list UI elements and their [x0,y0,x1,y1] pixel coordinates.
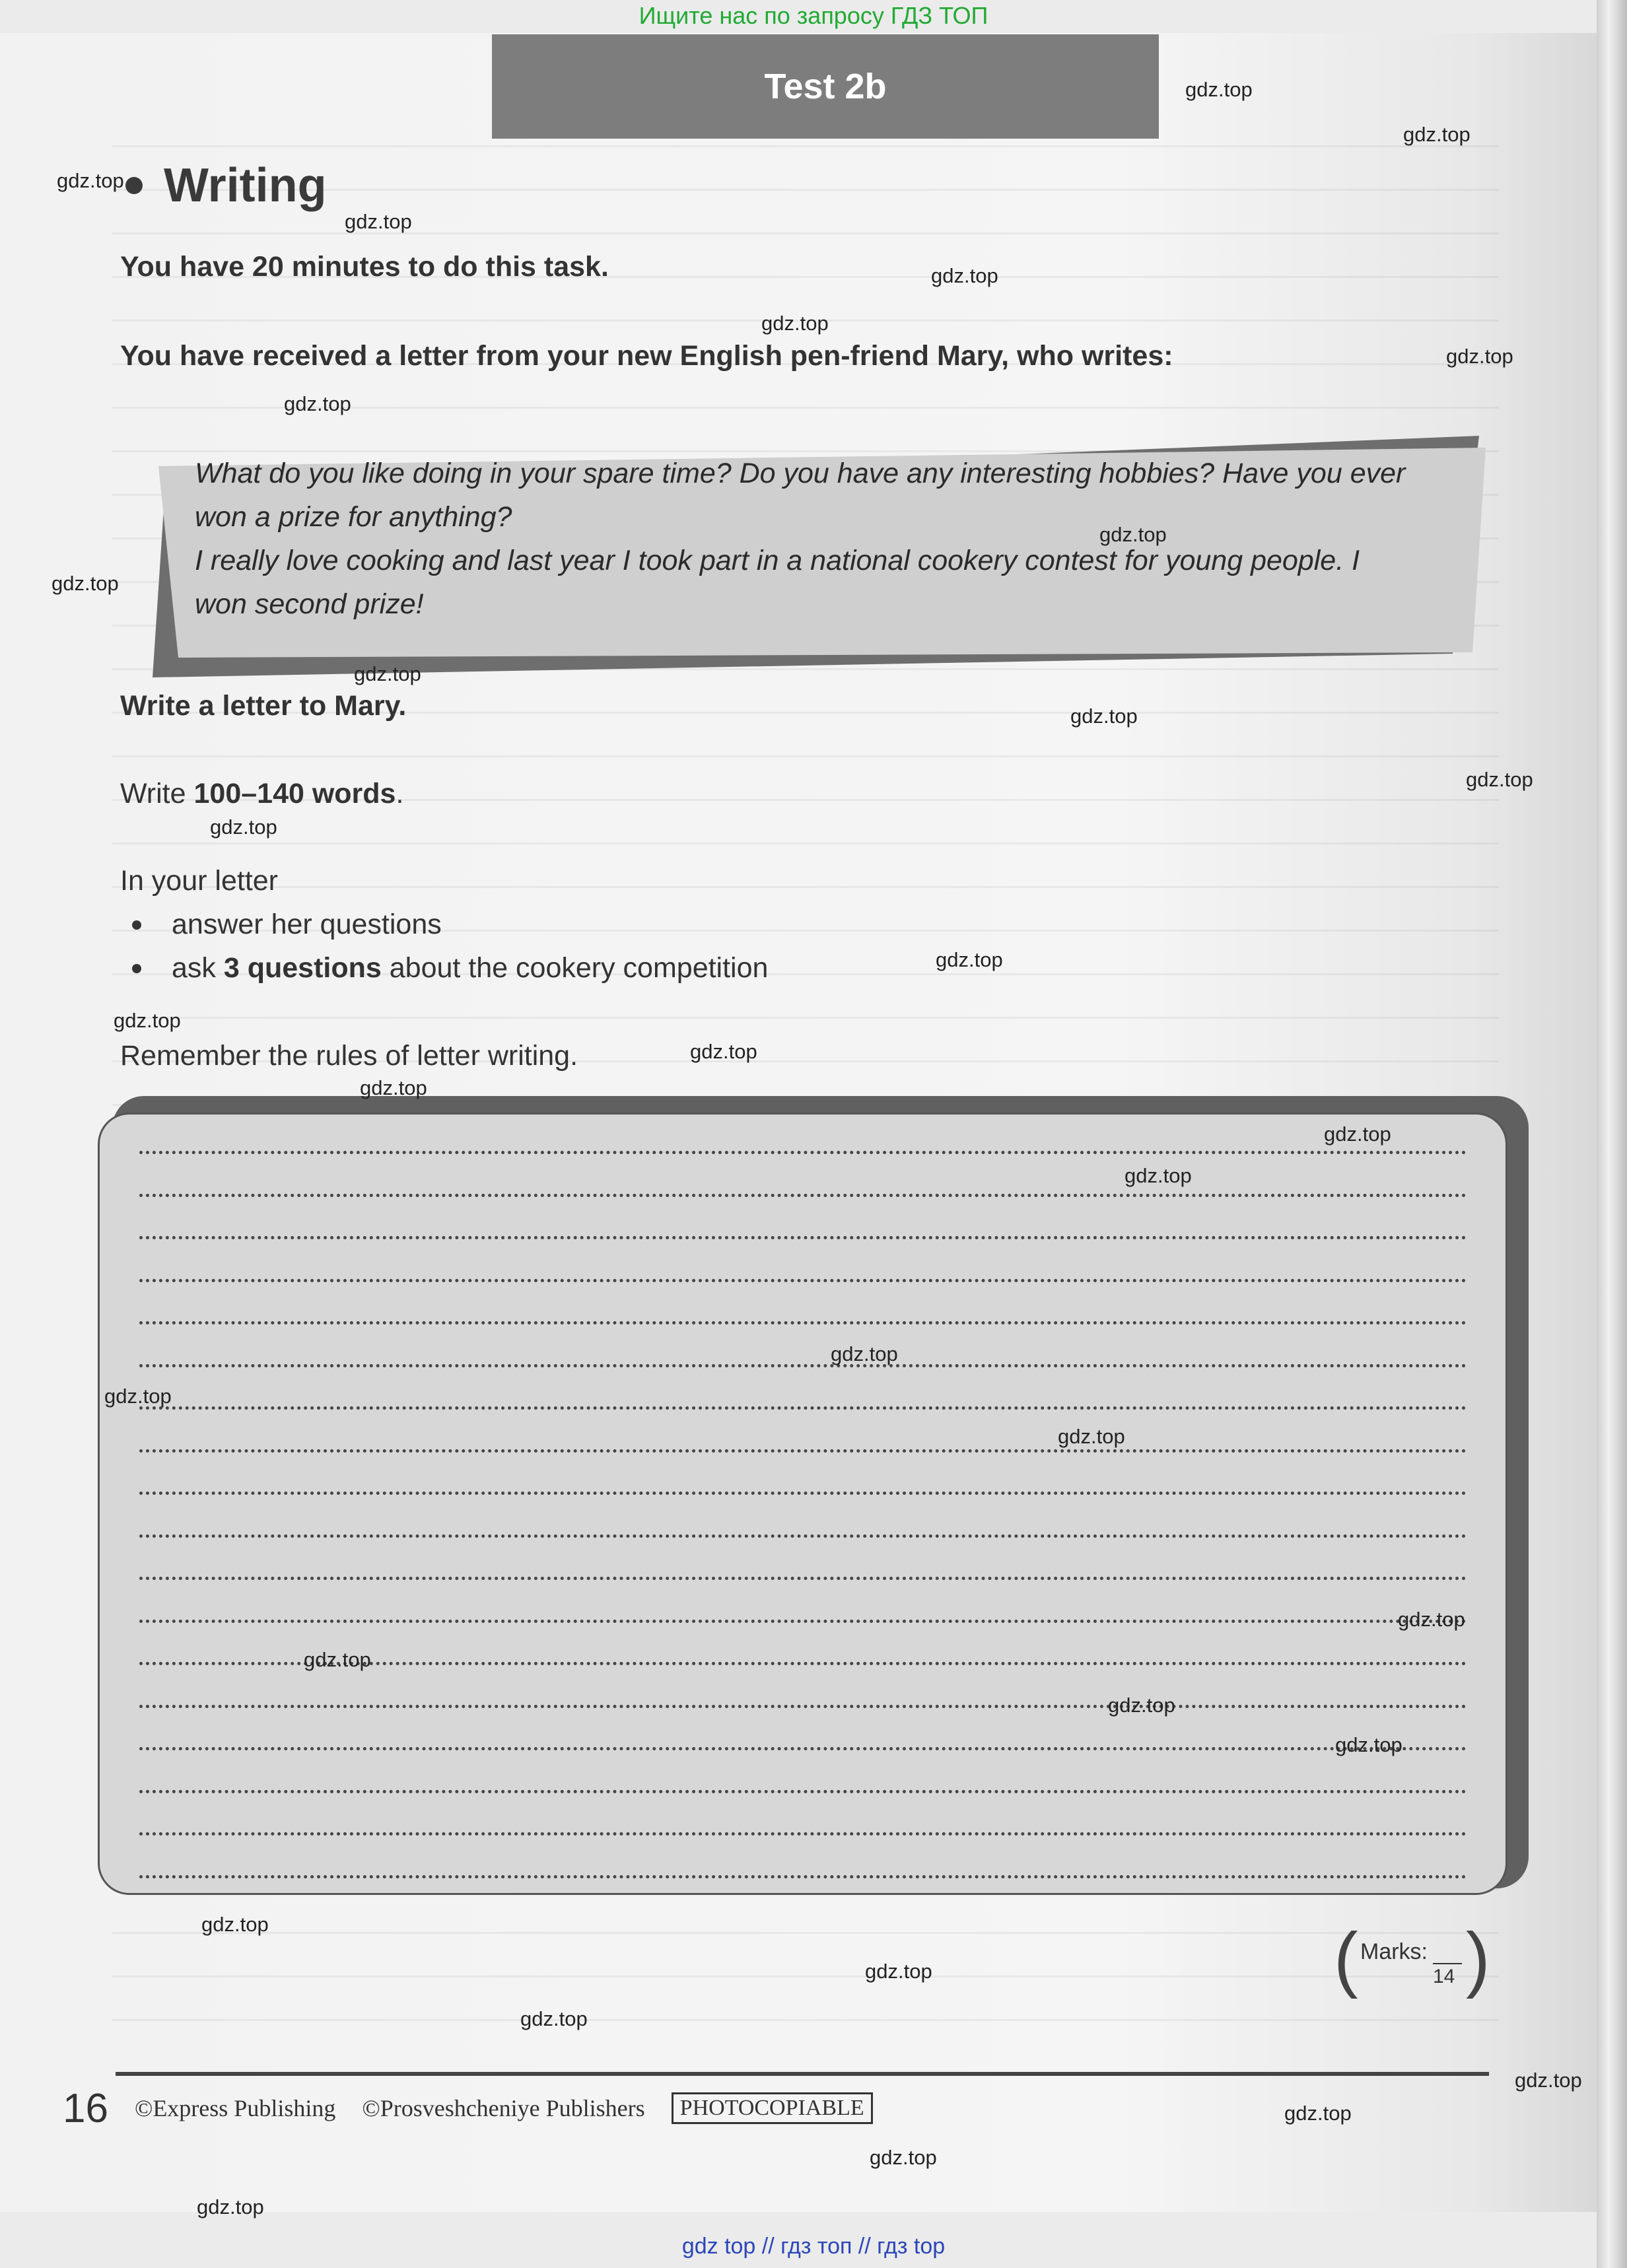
answer-line[interactable] [139,1705,1467,1708]
answer-line[interactable] [139,1151,1467,1154]
watermark-text: gdz.top [1070,704,1138,728]
bottom-banner-link[interactable]: gdz top // гдз топ // гдз top [681,2234,946,2259]
section-heading [125,158,327,213]
watermark-text: gdz.top [936,948,1003,971]
watermark-text: gdz.top [104,1385,172,1408]
watermark-text: gdz.top [360,1076,427,1099]
marks-label: Marks: [1360,1939,1428,1964]
bullet-bold: 3 questions [223,952,382,984]
word-count-instruction [120,778,403,810]
watermark-text: gdz.top [1185,78,1253,101]
watermark-text: gdz.top [114,1009,181,1032]
watermark-text: gdz.top [210,815,277,839]
watermark-text: gdz.top [304,1648,371,1671]
answer-line[interactable] [139,1279,1467,1282]
remember-instruction: Remember the rules of letter writing. [120,1040,578,1072]
marks-total: 14 [1433,1966,1455,1987]
watermark-text: gdz.top [354,662,421,685]
watermark-text: gdz.top [1446,345,1513,368]
word-count-range: 100–140 words [193,778,396,809]
watermark-text: gdz.top [870,2146,937,2169]
answer-line[interactable] [139,1620,1467,1623]
answer-line[interactable] [139,1321,1467,1324]
watermark-text: gdz.top [1515,2069,1582,2092]
answer-line[interactable] [139,1236,1467,1239]
watermark-text: gdz.top [831,1342,898,1365]
watermark-text: gdz.top [1125,1164,1192,1187]
answer-line[interactable] [139,1747,1467,1750]
top-banner-link[interactable]: Ищите нас по запросу ГДЗ ТОП [639,2,988,29]
marks-box [1334,1918,1492,2004]
watermark-text: gdz.top [520,2007,588,2030]
publisher-prosveshcheniye: ©Prosveshcheniye Publishers [362,2095,645,2121]
answer-line[interactable] [139,1492,1467,1495]
watermark-text: gdz.top [690,1040,757,1063]
answer-line[interactable] [139,1790,1467,1793]
heading-bullet-icon [125,177,143,194]
watermark-text: gdz.top [931,264,998,287]
watermark-text: gdz.top [1335,1733,1402,1756]
watermark-text: gdz.top [1108,1694,1175,1717]
footer-divider [116,2072,1489,2076]
word-count-prefix: Write [120,778,194,809]
task-instruction: Write a letter to Mary. [120,690,407,722]
quote-line: won a prize for anything? [195,501,512,533]
quote-line: I really love cooking and last year I took part in a national cookery contest for young people. I [195,545,1360,576]
bullet-item [132,909,442,941]
page-footer [63,2079,873,2138]
watermark-text: gdz.top [1403,123,1471,146]
right-paren-icon: ) [1466,1918,1490,1999]
in-letter-label: In your letter [120,865,278,897]
quote-text [195,452,1463,626]
answer-line[interactable] [139,1875,1467,1878]
watermark-text: gdz.top [1284,2102,1352,2125]
watermark-text: gdz.top [1099,523,1167,546]
bullet-suffix: about the cookery competition [381,952,769,984]
bullet-text: answer her questions [172,909,442,940]
answer-line[interactable] [139,1534,1467,1538]
marks-blank [1433,1963,1462,1964]
watermark-text: gdz.top [345,210,412,233]
bullet-item [132,952,768,984]
watermark-text: gdz.top [197,2195,264,2218]
answer-line[interactable] [139,1832,1467,1836]
watermark-text: gdz.top [52,572,119,595]
answer-line[interactable] [139,1364,1467,1367]
left-paren-icon: ( [1334,1918,1358,1999]
watermark-text: gdz.top [761,312,829,335]
letter-instruction: You have received a letter from your new English pen-friend Mary, who writes: [120,340,1173,372]
watermark-text: gdz.top [1398,1608,1465,1631]
watermark-text: gdz.top [1466,768,1533,791]
photocopiable-badge: PHOTOCOPIABLE [672,2092,873,2124]
quote-line: What do you like doing in your spare time? Do you have any interesting hobbies? Have you ever [195,458,1406,489]
bullet-icon [132,920,141,930]
bullet-prefix: ask [172,952,224,984]
answer-line[interactable] [139,1194,1467,1197]
answer-line[interactable] [139,1577,1467,1580]
answer-line[interactable] [139,1406,1467,1410]
bullet-text [172,952,768,984]
quote-banner [152,436,1499,680]
answer-line[interactable] [139,1449,1467,1453]
watermark-text: gdz.top [284,392,351,415]
watermark-text: gdz.top [1058,1425,1125,1448]
test-header-tab [492,34,1159,139]
time-instruction: You have 20 minutes to do this task. [120,251,609,283]
section-title: Writing [164,159,327,212]
watermark-text: gdz.top [1324,1122,1391,1146]
bullet-icon [132,964,141,973]
publisher-express: ©Express Publishing [134,2095,336,2121]
word-count-suffix: . [396,778,404,809]
test-title: Test 2b [764,67,887,106]
page-number: 16 [63,2085,108,2131]
watermark-text: gdz.top [57,169,124,192]
watermark-text: gdz.top [865,1960,932,1983]
watermark-text: gdz.top [201,1913,269,1936]
page-binding-edge [1597,0,1627,2268]
answer-writing-area[interactable] [98,1113,1507,1895]
quote-line: won second prize! [195,588,424,620]
